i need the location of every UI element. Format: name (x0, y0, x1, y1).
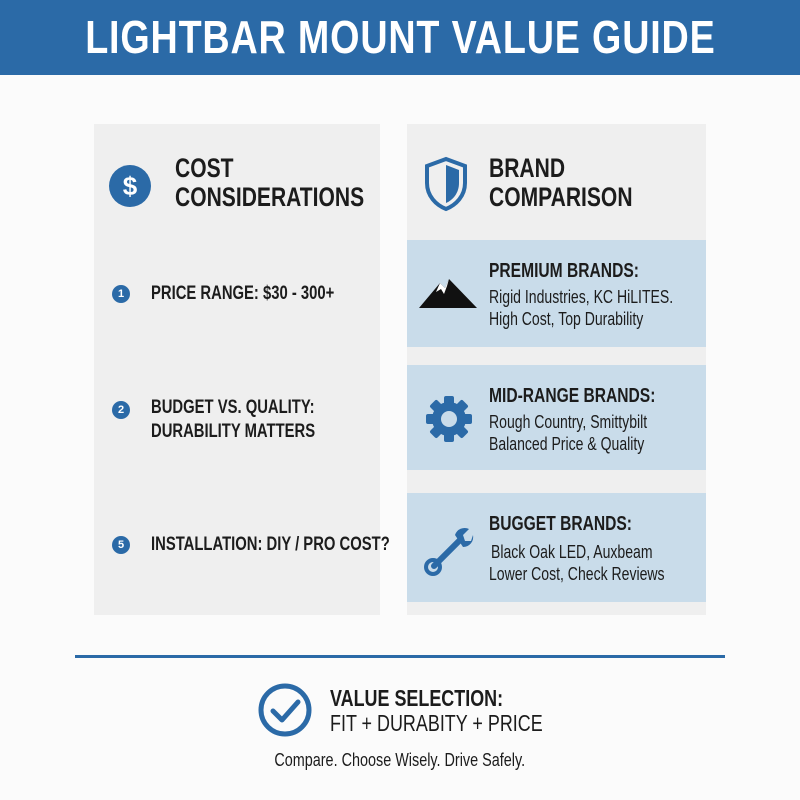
tier-description: Lower Cost, Check Reviews (489, 564, 665, 584)
tier-mid-range (407, 365, 706, 470)
cost-item-budget-quality: BUDGET VS. QUALITY: DURABILITY MATTERS (151, 397, 316, 442)
footer-tagline: Compare. Choose Wisely. Drive Safely. (274, 750, 526, 770)
tier-brands: Rough Country, Smittybilt (489, 412, 648, 432)
brand-title: BRAND COMPARISON (489, 153, 633, 212)
svg-text:$: $ (122, 171, 138, 201)
brand-comparison-panel (407, 124, 706, 615)
summary-subtitle: FIT + DURABITY + PRICE (330, 710, 543, 736)
gear-icon (425, 395, 473, 443)
cost-title: COST CONSIDERATIONS (175, 153, 365, 212)
step-number: 2 (112, 401, 130, 419)
page-title: LIGHTBAR MOUNT VALUE GUIDE (84, 11, 716, 63)
section-divider (75, 655, 725, 658)
wrench-icon (423, 523, 477, 577)
summary-title: VALUE SELECTION: (330, 685, 504, 711)
tier-description: High Cost, Top Durability (489, 309, 644, 329)
tier-brands: Black Oak LED, Auxbeam (491, 542, 653, 562)
cost-considerations-panel (94, 124, 390, 615)
step-number: 1 (112, 285, 130, 303)
mountain-icon (418, 276, 478, 310)
step-number: 5 (112, 536, 130, 554)
cost-item-price-range: PRICE RANGE: $30 - 300+ (151, 283, 335, 304)
tier-budget (407, 493, 706, 602)
cost-item-installation: INSTALLATION: DIY / PRO COST? (151, 534, 390, 555)
header-banner (0, 0, 800, 75)
tier-title: PREMIUM BRANDS: (489, 260, 639, 282)
dollar-icon (108, 164, 152, 208)
shield-icon (424, 156, 468, 212)
tier-description: Balanced Price & Quality (489, 434, 645, 454)
tier-title: MID-RANGE BRANDS: (489, 385, 656, 407)
tier-title: BUGGET BRANDS: (489, 513, 633, 535)
check-circle-icon (257, 682, 313, 738)
tier-brands: Rigid Industries, KC HiLITES. (489, 287, 674, 307)
tier-premium (407, 240, 706, 347)
